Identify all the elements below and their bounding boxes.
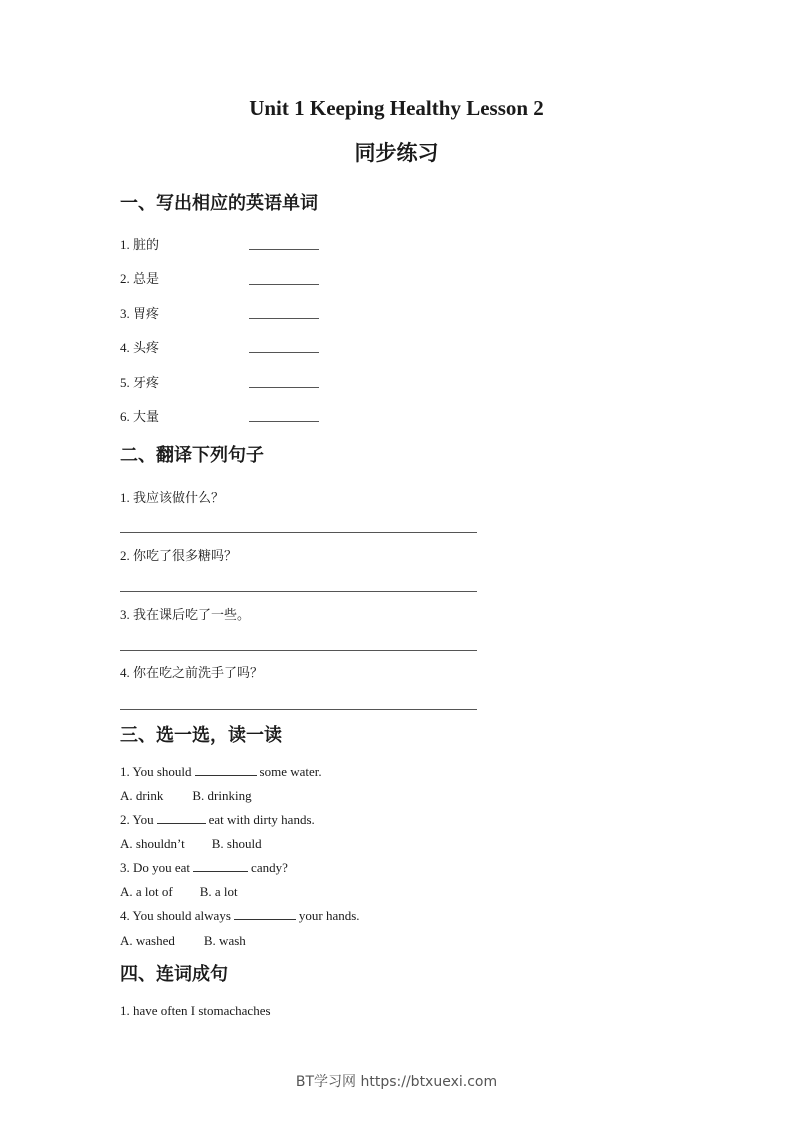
section1-heading: 一、写出相应的英语单词 <box>120 193 318 214</box>
section2-heading: 二、翻译下列句子 <box>120 445 264 466</box>
mc-question: 2. You eat with dirty hands. <box>120 812 315 827</box>
translate-item: 3. 我在课后吃了一些。 <box>120 607 251 623</box>
mc-options <box>120 836 262 852</box>
mc-options <box>120 884 238 900</box>
vocab-item: 3. 胃疼 <box>120 306 160 322</box>
fill-blank[interactable] <box>193 860 248 872</box>
mc-question: 4. You should always your hands. <box>120 908 360 923</box>
answer-blank[interactable] <box>249 318 319 319</box>
mc-question: 3. Do you eat candy? <box>120 860 288 875</box>
answer-line[interactable] <box>120 709 477 710</box>
vocab-item: 6. 大量 <box>120 409 160 425</box>
vocab-item: 2. 总是 <box>120 271 160 287</box>
option-b[interactable]: B. drinking <box>192 788 252 803</box>
option-b[interactable]: B. should <box>211 836 262 851</box>
fill-blank[interactable] <box>195 764 257 776</box>
answer-blank[interactable] <box>249 352 319 353</box>
option-b[interactable]: B. wash <box>203 933 246 948</box>
document-title-en: Unit 1 Keeping Healthy Lesson 2 <box>249 96 544 120</box>
vocab-item: 1. 脏的 <box>120 237 160 253</box>
fill-blank[interactable] <box>234 908 296 920</box>
mc-options <box>120 933 246 949</box>
footer-watermark: BT学习网 https://btxuexi.com <box>295 1074 498 1090</box>
translate-item: 2. 你吃了很多糖吗？ <box>120 548 238 564</box>
answer-blank[interactable] <box>249 421 319 422</box>
translate-item: 4. 你在吃之前洗手了吗？ <box>120 665 264 681</box>
option-a[interactable]: A. a lot of <box>120 884 173 899</box>
option-b[interactable]: B. a lot <box>199 884 238 899</box>
vocab-item: 5. 牙疼 <box>120 375 160 391</box>
document-title-zh: 同步练习 <box>354 141 439 165</box>
fill-blank[interactable] <box>157 812 206 824</box>
vocab-item: 4. 头疼 <box>120 340 160 356</box>
option-a[interactable]: A. washed <box>120 933 175 948</box>
section4-heading: 四、连词成句 <box>120 964 228 985</box>
answer-line[interactable] <box>120 591 477 592</box>
answer-line[interactable] <box>120 650 477 651</box>
answer-blank[interactable] <box>249 249 319 250</box>
mc-question: 1. You should some water. <box>120 764 322 779</box>
option-a[interactable]: A. drink <box>120 788 164 803</box>
option-a[interactable]: A. shouldn’t <box>120 836 185 851</box>
answer-line[interactable] <box>120 532 477 533</box>
answer-blank[interactable] <box>249 387 319 388</box>
sentence-item: 1. have often I stomachaches <box>120 1003 271 1018</box>
answer-blank[interactable] <box>249 284 319 285</box>
translate-item: 1. 我应该做什么？ <box>120 490 225 506</box>
section3-heading: 三、选一选，读一读 <box>120 725 282 746</box>
mc-options <box>120 788 252 804</box>
